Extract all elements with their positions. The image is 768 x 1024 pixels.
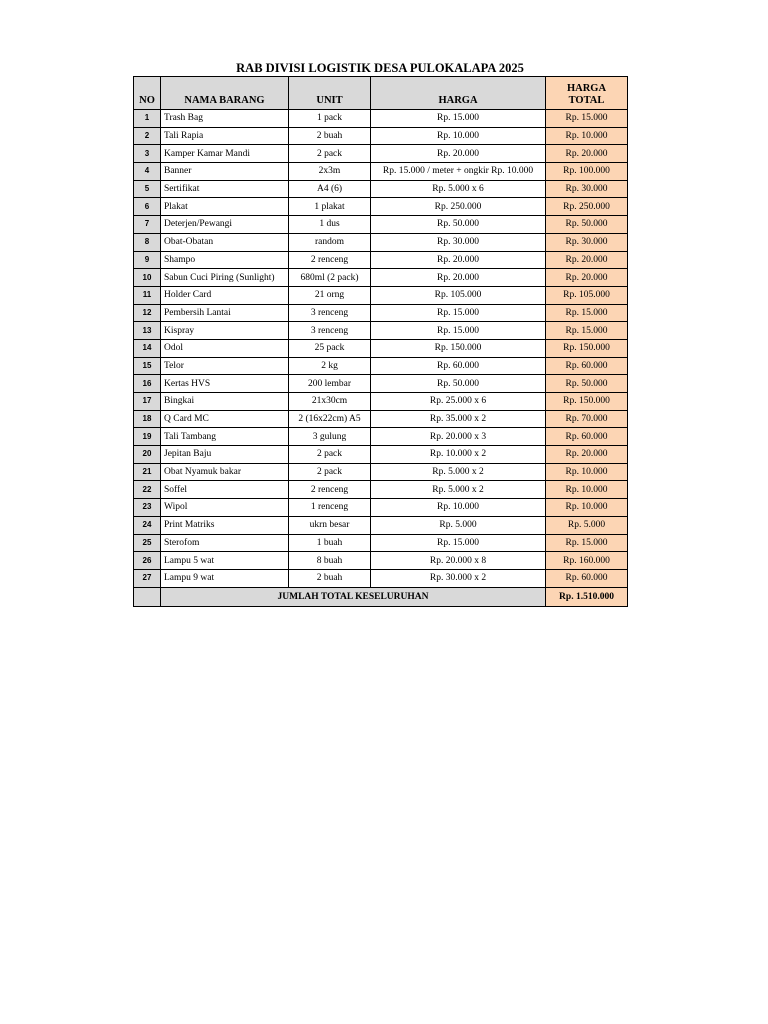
cell-nama: Sabun Cuci Piring (Sunlight)	[161, 269, 289, 287]
cell-total: Rp. 150.000	[546, 339, 628, 357]
table-row	[134, 410, 628, 428]
table-row	[134, 233, 628, 251]
cell-no: 23	[134, 499, 161, 517]
table-row	[134, 110, 628, 128]
cell-total: Rp. 60.000	[546, 428, 628, 446]
cell-unit: 1 pack	[289, 110, 371, 128]
cell-harga: Rp. 20.000 x 8	[371, 552, 546, 570]
cell-harga: Rp. 20.000	[371, 269, 546, 287]
cell-total: Rp. 10.000	[546, 499, 628, 517]
cell-no: 3	[134, 145, 161, 163]
cell-harga: Rp. 105.000	[371, 286, 546, 304]
cell-unit: 1 dus	[289, 216, 371, 234]
cell-no: 26	[134, 552, 161, 570]
cell-no: 19	[134, 428, 161, 446]
table-row	[134, 428, 628, 446]
cell-unit: 680ml (2 pack)	[289, 269, 371, 287]
cell-no: 17	[134, 393, 161, 411]
cell-no: 5	[134, 180, 161, 198]
cell-harga: Rp. 5.000 x 6	[371, 180, 546, 198]
cell-no: 2	[134, 127, 161, 145]
cell-no: 21	[134, 463, 161, 481]
cell-total: Rp. 20.000	[546, 446, 628, 464]
table-row	[134, 516, 628, 534]
cell-harga: Rp. 50.000	[371, 216, 546, 234]
cell-nama: Wipol	[161, 499, 289, 517]
cell-no: 13	[134, 322, 161, 340]
table-row	[134, 499, 628, 517]
cell-unit: 200 lembar	[289, 375, 371, 393]
header-row	[134, 77, 628, 110]
cell-nama: Print Matriks	[161, 516, 289, 534]
cell-harga: Rp. 5.000 x 2	[371, 481, 546, 499]
cell-total: Rp. 50.000	[546, 216, 628, 234]
cell-no: 11	[134, 286, 161, 304]
cell-total: Rp. 5.000	[546, 516, 628, 534]
table-row	[134, 481, 628, 499]
cell-no: 24	[134, 516, 161, 534]
cell-total: Rp. 10.000	[546, 463, 628, 481]
cell-nama: Obat Nyamuk bakar	[161, 463, 289, 481]
cell-nama: Sertifikat	[161, 180, 289, 198]
cell-total: Rp. 10.000	[546, 127, 628, 145]
cell-nama: Kertas HVS	[161, 375, 289, 393]
cell-unit: A4 (6)	[289, 180, 371, 198]
cell-nama: Kamper Kamar Mandi	[161, 145, 289, 163]
header-nama-barang: NAMA BARANG	[161, 77, 289, 110]
cell-unit: 2 (16x22cm) A5	[289, 410, 371, 428]
cell-total: Rp. 50.000	[546, 375, 628, 393]
cell-nama: Lampu 9 wat	[161, 569, 289, 587]
cell-harga: Rp. 20.000	[371, 145, 546, 163]
table-row	[134, 198, 628, 216]
cell-unit: 2 pack	[289, 446, 371, 464]
cell-unit: 2 renceng	[289, 481, 371, 499]
cell-unit: 25 pack	[289, 339, 371, 357]
header-total-line1: HARGA	[566, 83, 607, 94]
cell-no: 27	[134, 569, 161, 587]
cell-harga: Rp. 25.000 x 6	[371, 393, 546, 411]
cell-nama: Odol	[161, 339, 289, 357]
cell-total: Rp. 30.000	[546, 180, 628, 198]
table-row	[134, 180, 628, 198]
cell-nama: Tali Tambang	[161, 428, 289, 446]
table-row	[134, 269, 628, 287]
cell-total: Rp. 20.000	[546, 269, 628, 287]
document-title: RAB DIVISI LOGISTIK DESA PULOKALAPA 2025	[236, 61, 524, 75]
cell-total: Rp. 105.000	[546, 286, 628, 304]
cell-unit: 2 pack	[289, 463, 371, 481]
cell-no: 25	[134, 534, 161, 552]
cell-unit: 2 kg	[289, 357, 371, 375]
table-row	[134, 375, 628, 393]
cell-nama: Obat-Obatan	[161, 233, 289, 251]
cell-harga: Rp. 60.000	[371, 357, 546, 375]
cell-harga: Rp. 15.000	[371, 110, 546, 128]
table-row	[134, 286, 628, 304]
table-row	[134, 393, 628, 411]
cell-harga: Rp. 15.000	[371, 304, 546, 322]
cell-harga: Rp. 10.000	[371, 127, 546, 145]
cell-total: Rp. 250.000	[546, 198, 628, 216]
cell-harga: Rp. 15.000	[371, 322, 546, 340]
cell-total: Rp. 100.000	[546, 163, 628, 181]
cell-unit: 2 buah	[289, 569, 371, 587]
cell-unit: 1 plakat	[289, 198, 371, 216]
table-row	[134, 163, 628, 181]
cell-no: 10	[134, 269, 161, 287]
cell-no: 14	[134, 339, 161, 357]
table-row	[134, 463, 628, 481]
cell-no: 22	[134, 481, 161, 499]
cell-harga: Rp. 250.000	[371, 198, 546, 216]
cell-unit: 1 buah	[289, 534, 371, 552]
cell-total: Rp. 15.000	[546, 110, 628, 128]
cell-total: Rp. 15.000	[546, 304, 628, 322]
cell-nama: Tali Rapia	[161, 127, 289, 145]
cell-unit: random	[289, 233, 371, 251]
cell-unit: 3 renceng	[289, 322, 371, 340]
table-footer	[134, 587, 628, 606]
table-row	[134, 339, 628, 357]
cell-nama: Soffel	[161, 481, 289, 499]
cell-nama: Kispray	[161, 322, 289, 340]
table-row	[134, 534, 628, 552]
cell-total: Rp. 20.000	[546, 251, 628, 269]
cell-harga: Rp. 15.000 / meter + ongkir Rp. 10.000	[371, 163, 546, 181]
summary-total: Rp. 1.510.000	[546, 587, 628, 606]
cell-no: 15	[134, 357, 161, 375]
cell-unit: 2x3m	[289, 163, 371, 181]
cell-harga: Rp. 35.000 x 2	[371, 410, 546, 428]
cell-nama: Holder Card	[161, 286, 289, 304]
cell-no: 8	[134, 233, 161, 251]
cell-total: Rp. 60.000	[546, 569, 628, 587]
header-no: NO	[134, 77, 161, 110]
cell-unit: 3 renceng	[289, 304, 371, 322]
cell-harga: Rp. 150.000	[371, 339, 546, 357]
summary-row	[134, 587, 628, 606]
cell-nama: Deterjen/Pewangi	[161, 216, 289, 234]
summary-label: JUMLAH TOTAL KESELURUHAN	[161, 587, 546, 606]
cell-nama: Banner	[161, 163, 289, 181]
budget-table	[133, 76, 628, 607]
cell-harga: Rp. 30.000	[371, 233, 546, 251]
table-row	[134, 216, 628, 234]
cell-nama: Trash Bag	[161, 110, 289, 128]
cell-no: 16	[134, 375, 161, 393]
cell-no: 18	[134, 410, 161, 428]
cell-harga: Rp. 15.000	[371, 534, 546, 552]
cell-unit: ukrn besar	[289, 516, 371, 534]
cell-nama: Jepitan Baju	[161, 446, 289, 464]
cell-no: 12	[134, 304, 161, 322]
cell-total: Rp. 160.000	[546, 552, 628, 570]
cell-harga: Rp. 10.000 x 2	[371, 446, 546, 464]
cell-unit: 3 gulung	[289, 428, 371, 446]
cell-harga: Rp. 20.000	[371, 251, 546, 269]
table-row	[134, 127, 628, 145]
table-row	[134, 251, 628, 269]
cell-nama: Telor	[161, 357, 289, 375]
cell-nama: Shampo	[161, 251, 289, 269]
header-unit: UNIT	[289, 77, 371, 110]
cell-nama: Q Card MC	[161, 410, 289, 428]
table-row	[134, 145, 628, 163]
cell-no: 7	[134, 216, 161, 234]
cell-total: Rp. 20.000	[546, 145, 628, 163]
cell-harga: Rp. 10.000	[371, 499, 546, 517]
table-row	[134, 304, 628, 322]
table-row	[134, 446, 628, 464]
cell-harga: Rp. 20.000 x 3	[371, 428, 546, 446]
cell-total: Rp. 30.000	[546, 233, 628, 251]
table-row	[134, 322, 628, 340]
cell-unit: 2 renceng	[289, 251, 371, 269]
cell-no: 4	[134, 163, 161, 181]
table-row	[134, 357, 628, 375]
table-header	[134, 77, 628, 110]
cell-nama: Pembersih Lantai	[161, 304, 289, 322]
cell-harga: Rp. 50.000	[371, 375, 546, 393]
cell-unit: 2 buah	[289, 127, 371, 145]
table-row	[134, 552, 628, 570]
cell-unit: 2 pack	[289, 145, 371, 163]
cell-unit: 21x30cm	[289, 393, 371, 411]
cell-unit: 8 buah	[289, 552, 371, 570]
cell-total: Rp. 15.000	[546, 534, 628, 552]
cell-total: Rp. 70.000	[546, 410, 628, 428]
summary-empty-cell	[134, 587, 161, 606]
cell-harga: Rp. 5.000	[371, 516, 546, 534]
table-body	[134, 110, 628, 588]
cell-nama: Bingkai	[161, 393, 289, 411]
cell-no: 20	[134, 446, 161, 464]
header-harga: HARGA	[371, 77, 546, 110]
cell-harga: Rp. 30.000 x 2	[371, 569, 546, 587]
cell-harga: Rp. 5.000 x 2	[371, 463, 546, 481]
header-harga-total	[546, 77, 628, 110]
header-total-line2: TOTAL	[568, 95, 605, 106]
cell-no: 9	[134, 251, 161, 269]
table-row	[134, 569, 628, 587]
cell-unit: 21 orng	[289, 286, 371, 304]
cell-nama: Plakat	[161, 198, 289, 216]
cell-nama: Sterofom	[161, 534, 289, 552]
cell-total: Rp. 150.000	[546, 393, 628, 411]
cell-no: 1	[134, 110, 161, 128]
cell-total: Rp. 10.000	[546, 481, 628, 499]
cell-unit: 1 renceng	[289, 499, 371, 517]
cell-no: 6	[134, 198, 161, 216]
cell-total: Rp. 15.000	[546, 322, 628, 340]
cell-total: Rp. 60.000	[546, 357, 628, 375]
cell-nama: Lampu 5 wat	[161, 552, 289, 570]
